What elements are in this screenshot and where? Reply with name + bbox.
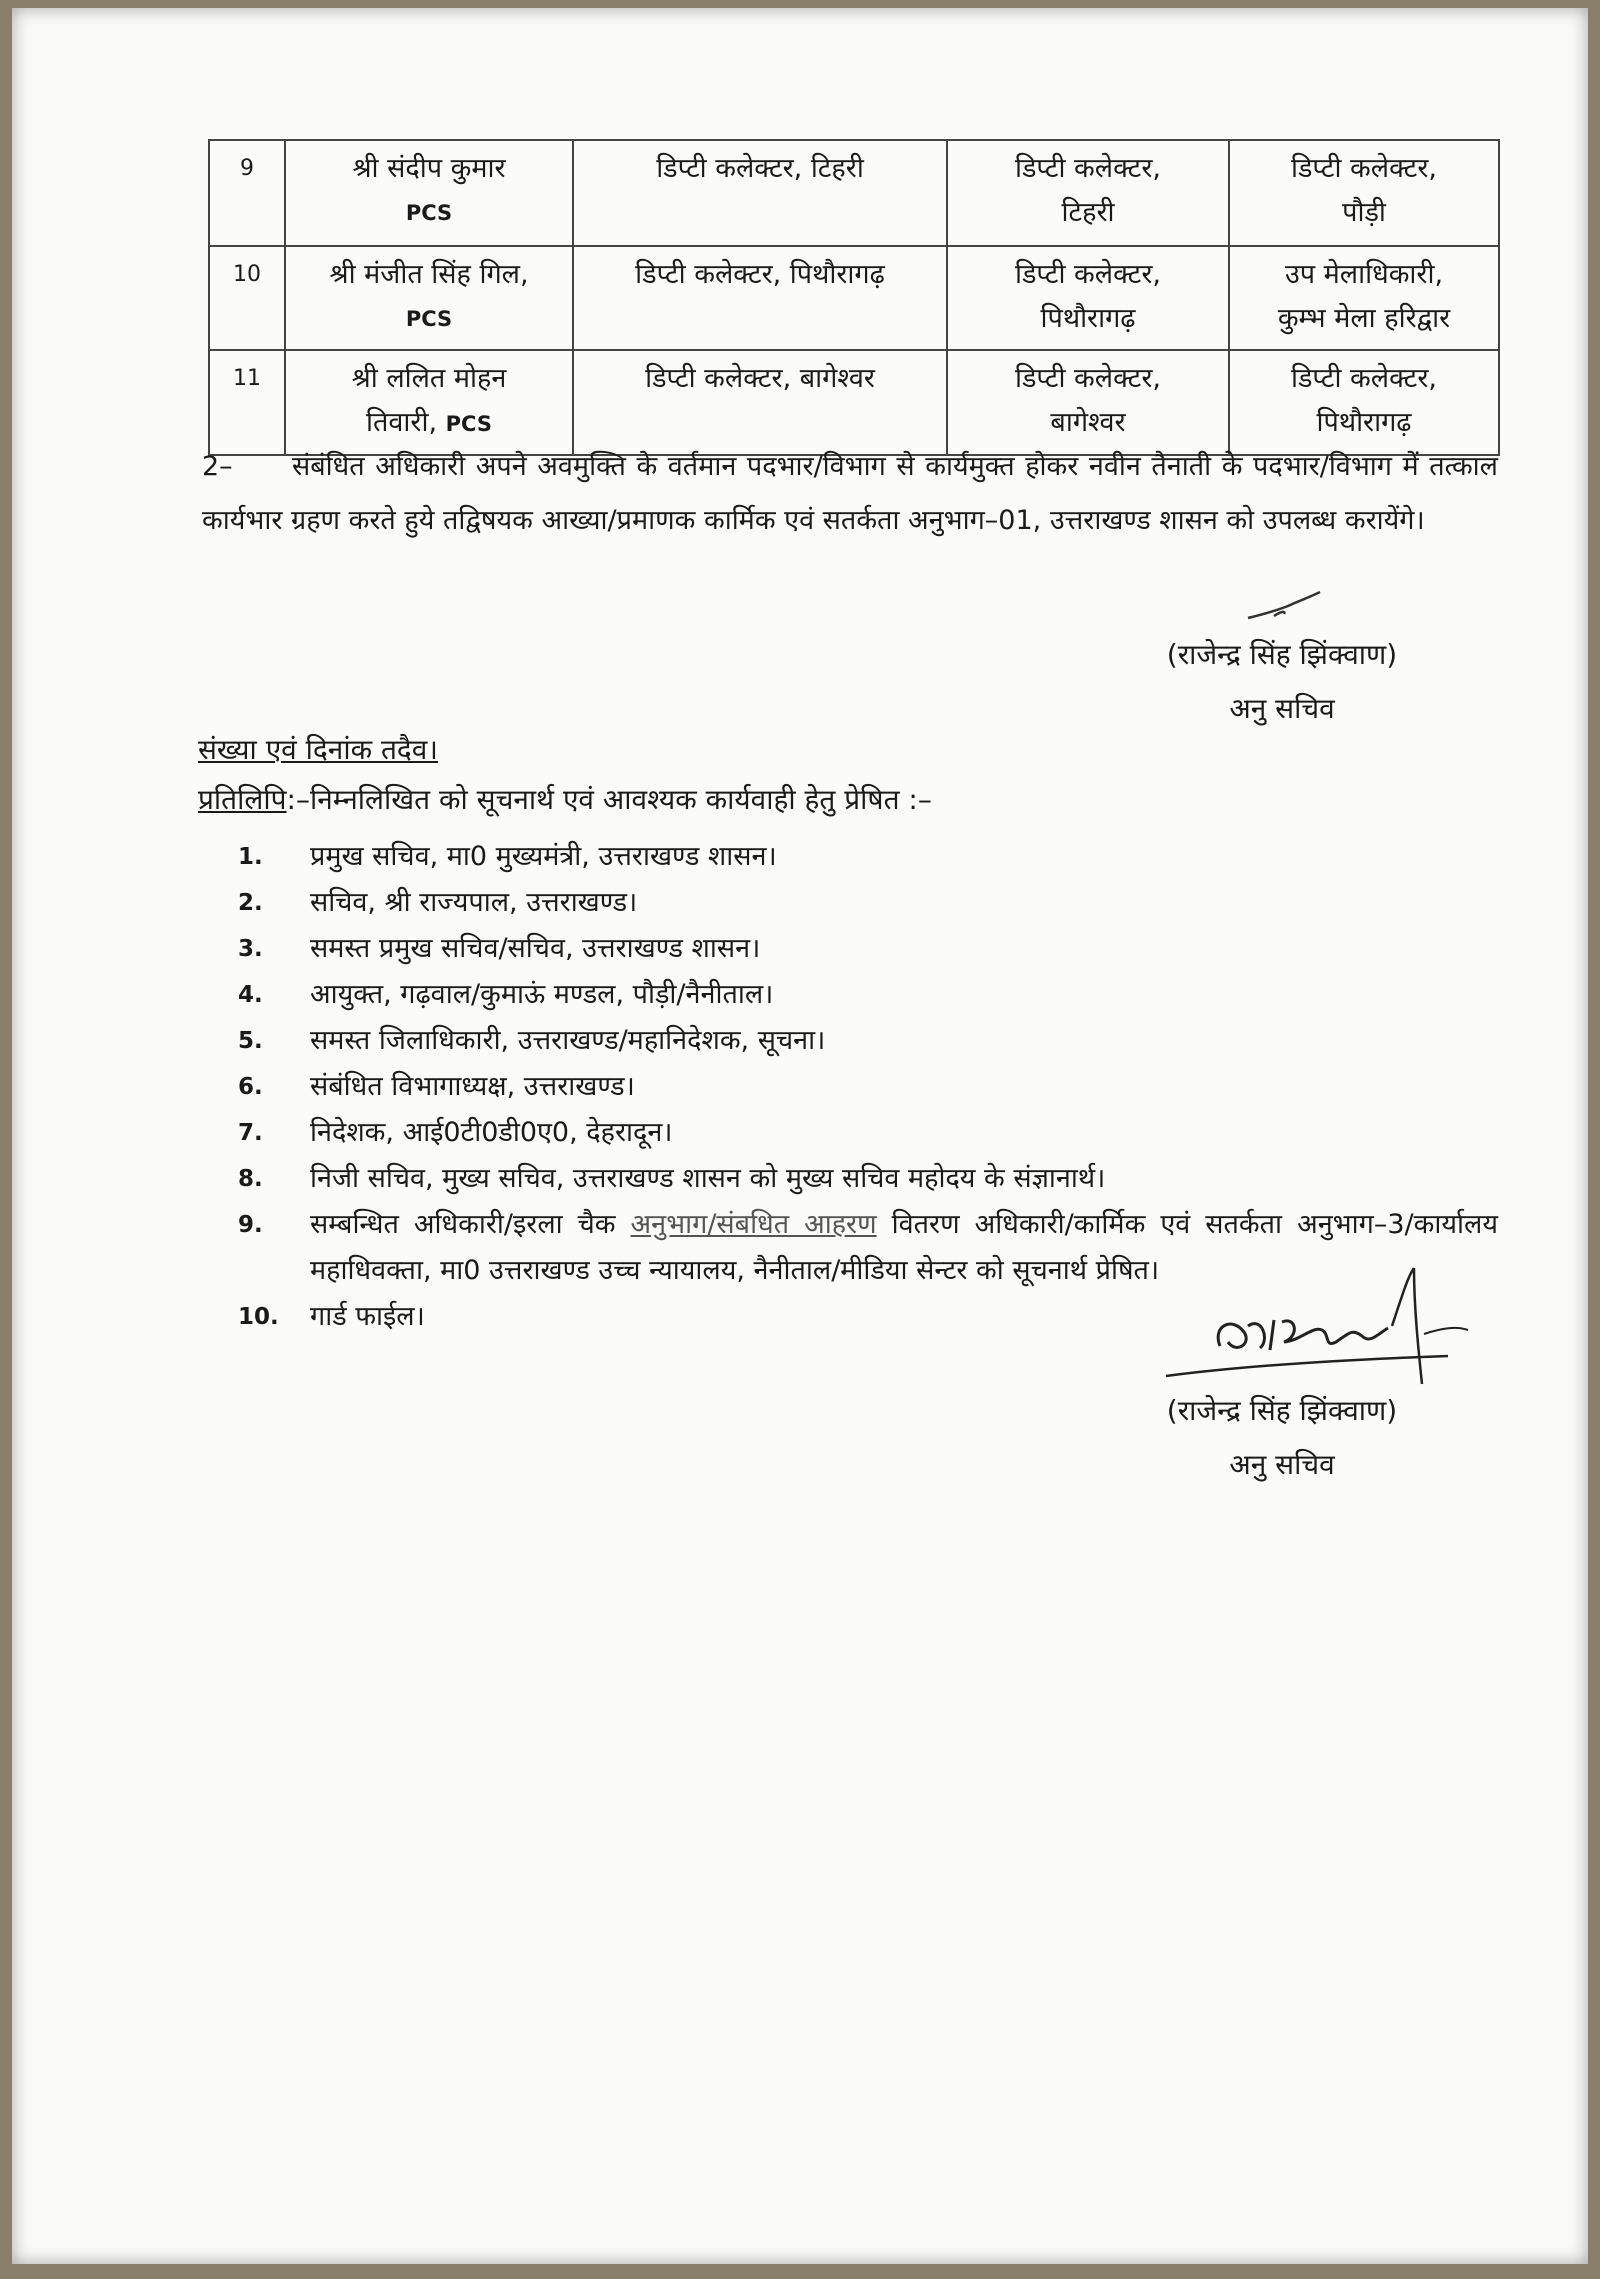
initial-mark [1244, 588, 1324, 628]
officer-name: श्री संदीप कुमार [352, 153, 506, 184]
posting-table [208, 139, 1500, 456]
list-item: 4. आयुक्त, गढ़वाल/कुमाऊं मण्डल, पौड़ी/नैनीताल। [238, 979, 774, 1010]
service-tag: PCS [445, 412, 492, 436]
signatory-name: (राजेन्द्र सिंह झिंक्वाण) [1166, 638, 1398, 671]
signature-block [1132, 1384, 1432, 1492]
document-page [12, 8, 1588, 2264]
current-post: डिप्टी कलेक्टर, पिथौरागढ़ [573, 246, 947, 350]
serial-number: 11 [209, 350, 285, 455]
signatory-designation: अनु सचिव [1229, 692, 1335, 725]
list-item: 8. निजी सचिव, मुख्य सचिव, उत्तराखण्ड शासन को मुख्य सचिव महोदय के संज्ञानार्थ। [238, 1163, 1106, 1194]
list-item: 3. समस्त प्रमुख सचिव/सचिव, उत्तराखण्ड शासन। [238, 933, 761, 964]
held-post-line: डिप्टी कलेक्टर, [1014, 363, 1162, 394]
signatory-designation: अनु सचिव [1229, 1448, 1335, 1481]
new-posting-line: उप मेलाधिकारी, [1284, 259, 1444, 290]
new-posting-line: कुम्भ मेला हरिद्वार [1277, 303, 1451, 334]
copy-to-intro: :–निम्नलिखित को सूचनार्थ एवं आवश्यक कार्यवाही हेतु प्रेषित :– [286, 783, 932, 816]
held-post-line: पिथौरागढ़ [1040, 303, 1136, 334]
officer-name-cell [285, 246, 573, 350]
list-item: 2. सचिव, श्री राज्यपाल, उत्तराखण्ड। [238, 887, 638, 918]
new-posting-line: डिप्टी कलेक्टर, [1290, 153, 1438, 184]
service-tag: PCS [405, 201, 453, 225]
table-row [209, 140, 1499, 246]
list-item: 6. संबंधित विभागाध्यक्ष, उत्तराखण्ड। [238, 1071, 635, 1102]
new-posting-cell [1229, 140, 1499, 246]
officer-name: श्री ललित मोहन [351, 363, 507, 394]
officer-name-cell [285, 140, 573, 246]
officer-name-line2: तिवारी, PCS [366, 407, 492, 438]
held-post-line: बागेश्वर [1050, 407, 1126, 438]
handwritten-signature [1152, 1256, 1492, 1386]
paragraph-number: 2– [202, 451, 233, 482]
current-post: डिप्टी कलेक्टर, टिहरी [573, 140, 947, 246]
table-row [209, 246, 1499, 350]
held-post-line: डिप्टी कलेक्टर, [1014, 153, 1162, 184]
list-item: 5. समस्त जिलाधिकारी, उत्तराखण्ड/महानिदेशक, सूचना। [238, 1025, 826, 1056]
list-item: 9. सम्बन्धित अधिकारी/इरला चैक अनुभाग/संबधित आहरण वितरण अधिकारी/कार्मिक एवं सतर्कता अनुभाग–3/कार्यालय महाधिवक्ता, मा0 उत्तराखण्ड उच्च न्यायालय, नैनीताल/मीडिया सेन्टर को सूचनार्थ प्रेषित। [238, 1209, 1498, 1286]
signature-block [1132, 628, 1432, 736]
copy-to-label: प्रतिलिपि [198, 783, 287, 816]
current-post: डिप्टी कलेक्टर, बागेश्वर [573, 350, 947, 455]
held-post-line: डिप्टी कलेक्टर, [1014, 259, 1162, 290]
paragraph-text: संबंधित अधिकारी अपने अवमुक्ति के वर्तमान पदभार/विभाग से कार्यमुक्त होकर नवीन तैनाती के पदभार/विभाग में तत्काल कार्यभार ग्रहण करते हुये तद्विषयक आख्या/प्रमाणक कार्मिक एवं सतर्कता अनुभाग–01, उत्तराखण्ड शासन को उपलब्ध करायेंगे। [202, 451, 1498, 536]
new-posting-cell [1229, 246, 1499, 350]
service-tag: PCS [405, 307, 453, 331]
list-item: 1. प्रमुख सचिव, मा0 मुख्यमंत्री, उत्तराखण्ड शासन। [238, 841, 777, 872]
new-posting-line: पौड़ी [1342, 197, 1386, 228]
list-item: 7. निदेशक, आई0टी0डी0ए0, देहरादून। [238, 1117, 673, 1148]
officer-name: श्री मंजीत सिंह गिल, [329, 259, 529, 290]
paragraph-2 [202, 440, 1498, 548]
new-posting-line: पिथौरागढ़ [1316, 407, 1412, 438]
held-post-line: टिहरी [1061, 197, 1115, 228]
held-post-cell [947, 140, 1229, 246]
reference-number-date: संख्या एवं दिनांक तदैव। [198, 733, 438, 766]
serial-number: 9 [209, 140, 285, 246]
new-posting-line: डिप्टी कलेक्टर, [1290, 363, 1438, 394]
copy-to-line [198, 778, 932, 822]
signatory-name: (राजेन्द्र सिंह झिंक्वाण) [1166, 1394, 1398, 1427]
serial-number: 10 [209, 246, 285, 350]
held-post-cell [947, 246, 1229, 350]
list-item: 10. गार्ड फाईल। [238, 1301, 425, 1332]
